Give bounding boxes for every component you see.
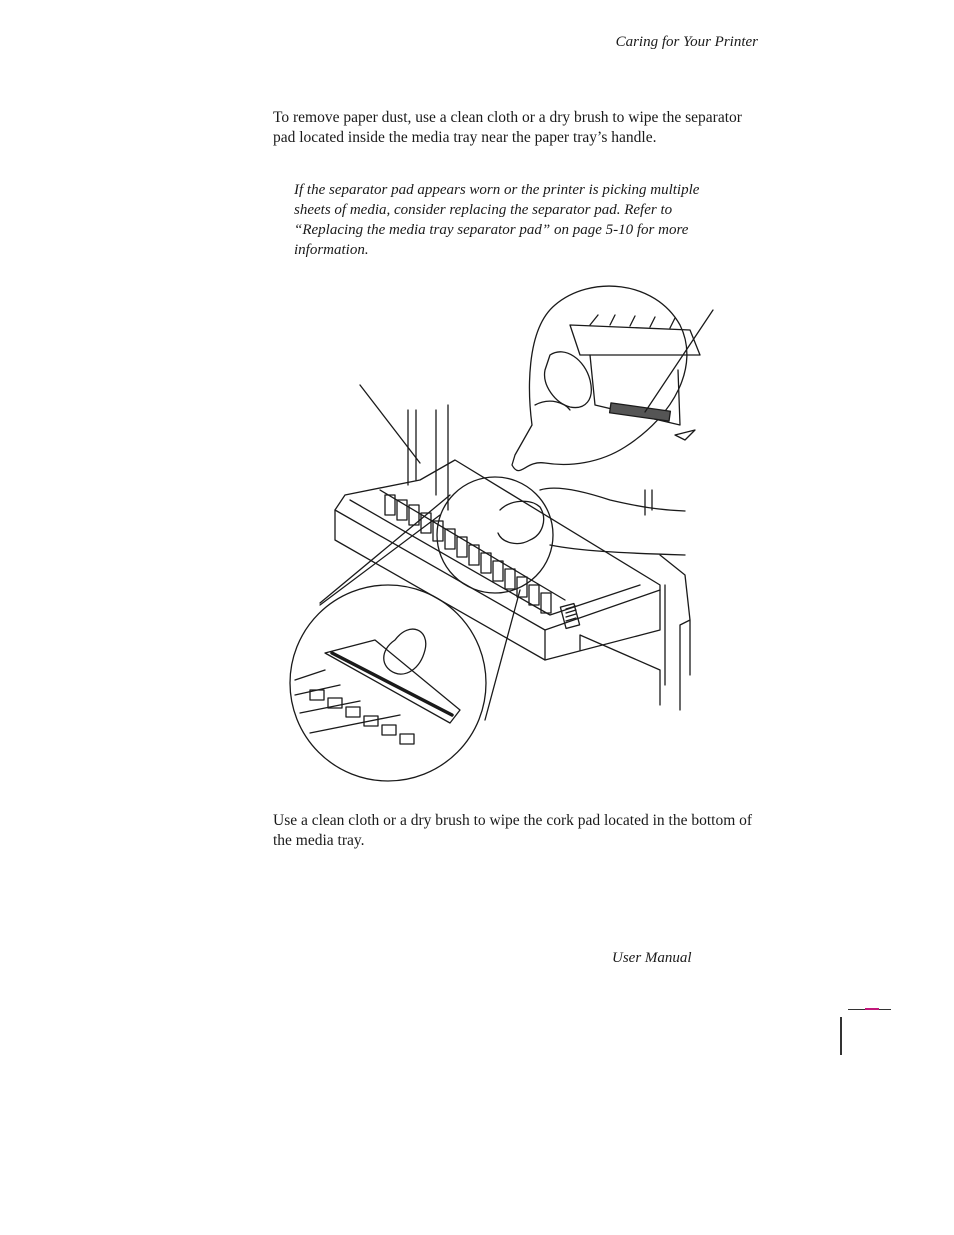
paragraph-cork-pad: Use a clean cloth or a dry brush to wipe the cork pad located in the bottom of the media tray. <box>273 812 753 849</box>
page-tab-accent <box>865 1008 879 1010</box>
footer-manual-title: User Manual <box>612 950 692 966</box>
callout-cork-pad <box>360 385 420 463</box>
page-tab-mark <box>840 1017 842 1055</box>
media-tray-cleaning-illustration <box>280 285 740 795</box>
printer-frame <box>408 405 448 510</box>
inset-separator-pad <box>512 286 713 471</box>
note-replace-pad: If the separator pad appears worn or the printer is picking multiple sheets of media, consider replacing the separator pad. Refer to “Replacing the media tray separator pad” on page 5-10 for more information. <box>294 182 700 258</box>
paragraph-separator-pad: To remove paper dust, use a clean cloth or a dry brush to wipe the separator pad located inside the media tray near the paper tray’s handle. <box>273 109 742 146</box>
hand-arm <box>498 488 685 555</box>
tray-fins <box>385 495 551 613</box>
media-tray <box>335 460 660 705</box>
running-head: Caring for Your Printer <box>615 34 758 50</box>
link-line-2 <box>485 590 520 720</box>
separator-pad <box>610 403 671 421</box>
inset-cork-pad <box>290 385 486 781</box>
